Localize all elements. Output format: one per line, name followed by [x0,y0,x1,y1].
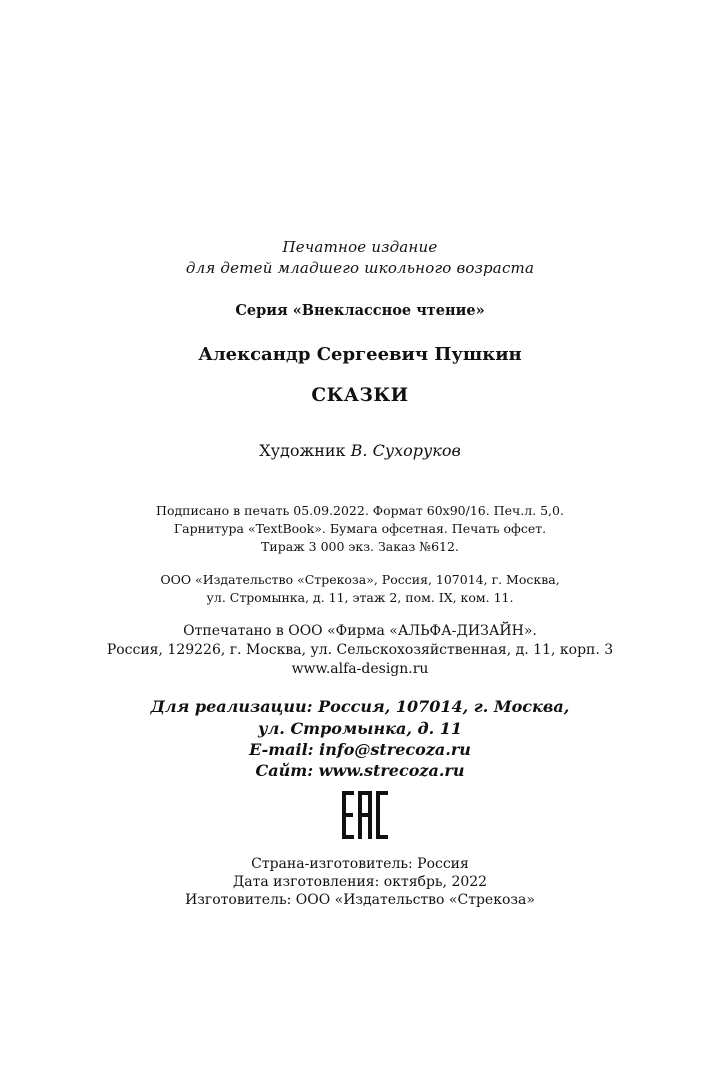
imprint-line: Подписано в печать 05.09.2022. Формат 60x90/16. Печ.л. 5,0. [156,503,564,518]
printer-line: Россия, 129226, г. Москва, ул. Сельскохозяйственная, д. 11, корп. 3 [106,642,614,658]
printer-line: Отпечатано в ООО «Фирма «АЛЬФА-ДИЗАЙН». [183,623,537,639]
printer-website: www.alfa-design.ru [291,661,429,677]
illustrator-label: Художник [259,441,346,460]
publisher-address: ООО «Издательство «Стрекоза», Россия, 107014, г. Москва, [160,572,560,587]
edition-type: Печатное издание [282,238,438,256]
sales-address: Для реализации: Россия, 107014, г. Москва, [150,697,570,716]
book-title: СКАЗКИ [311,385,409,406]
sales-email: E-mail: info@strecoza.ru [249,740,471,759]
imprint-line: Тираж 3 000 экз. Заказ №612. [261,539,459,554]
series-name: Серия «Внеклассное чтение» [235,302,485,319]
illustrator-credit [0,441,720,460]
audience-note: для детей младшего школьного возраста [185,259,535,277]
eac-mark-icon [341,790,389,840]
illustrator-name: В. Сухоруков [350,441,461,460]
manufacture-date: Дата изготовления: октябрь, 2022 [232,874,488,890]
sales-address: ул. Стромынка, д. 11 [258,719,462,738]
manufacturer: Изготовитель: ООО «Издательство «Стрекоза» [185,892,535,908]
imprint-line: Гарнитура «TextBook». Бумага офсетная. Печать офсет. [173,521,547,536]
publisher-address: ул. Стромынка, д. 11, этаж 2, пом. IX, ком. 11. [206,590,514,605]
sales-website: Сайт: www.strecoza.ru [255,761,465,780]
author-name: Александр Сергеевич Пушкин [198,344,522,365]
country-of-origin: Страна-изготовитель: Россия [251,856,469,872]
